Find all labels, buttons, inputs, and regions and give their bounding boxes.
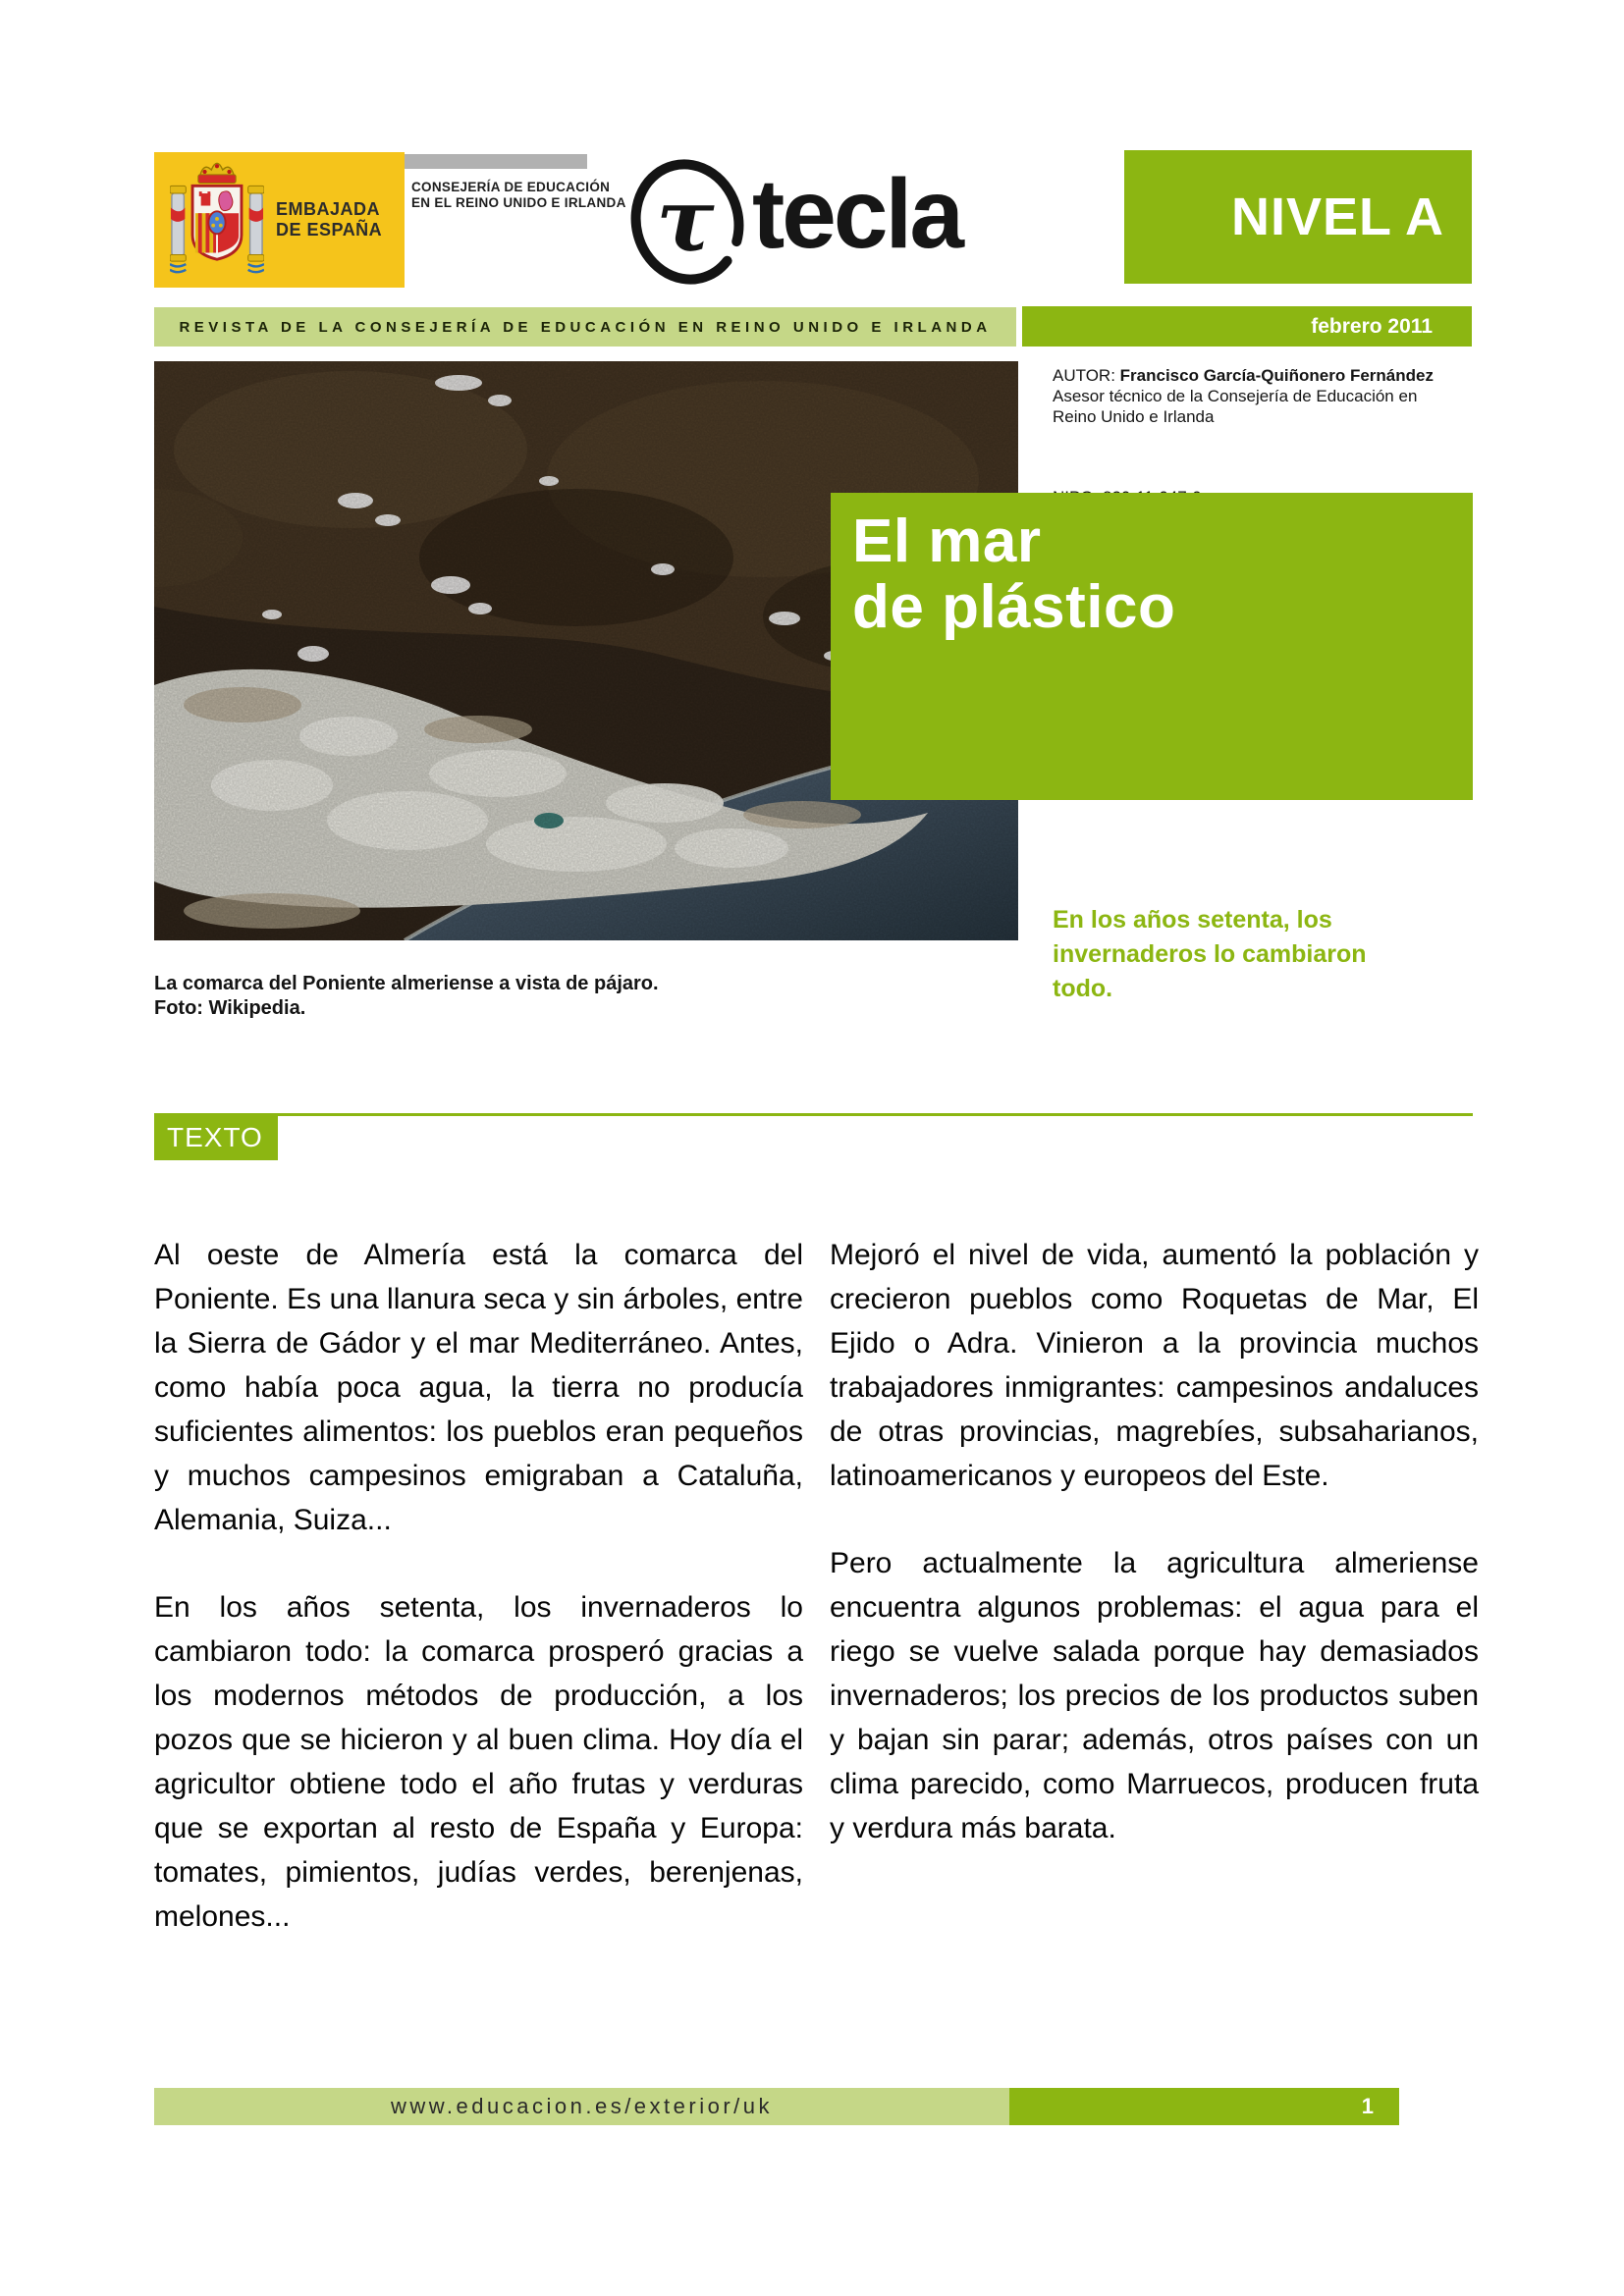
consejeria-line1: CONSEJERÍA DE EDUCACIÓN xyxy=(411,180,611,194)
embassy-label-line1: EMBAJADA xyxy=(276,199,381,219)
author-block xyxy=(1053,365,1477,427)
paragraph: Pero actualmente la agricultura almeriense encuentra algunos problemas: el agua para el riego se vuelve salada porque hay demasiados invernaderos; los precios de los productos suben y bajan sin parar; además, otros países con un clima parecido, como Marruecos, producen fruta y verdura más barata. xyxy=(830,1547,1479,1844)
section-label-texto: TEXTO xyxy=(154,1115,278,1160)
paragraph: Al oeste de Almería está la comarca del Poniente. Es una llanura seca y sin árboles, entre la Sierra de Gádor y el mar Mediterráneo. Antes, como había poca agua, la tierra no producía suficientes alimentos: los pueblos eran pequeños y muchos campesinos emigraban a Cataluña, Alemania, Suiza... xyxy=(154,1239,803,1536)
article-title-line1: El mar xyxy=(852,507,1042,575)
page-number: 1 xyxy=(1361,2094,1374,2118)
author-role-line2: Reino Unido e Irlanda xyxy=(1053,407,1215,426)
section-divider-rule xyxy=(154,1113,1473,1116)
spain-coat-of-arms-icon xyxy=(170,160,264,281)
author-line xyxy=(1053,365,1477,386)
body-column-2 xyxy=(830,1233,1479,1894)
author-role-line1: Asesor técnico de la Consejería de Educación en xyxy=(1053,387,1418,405)
footer-url-link[interactable]: www.educacion.es/exterior/uk xyxy=(390,2094,774,2118)
tecla-wordmark: tecla xyxy=(752,159,961,269)
level-badge: NIVEL A xyxy=(1124,150,1472,284)
paragraph: En los años setenta, los invernaderos lo cambiaron todo: la comarca prosperó gracias a los modernos métodos de producción, a los pozos que se hicieron y al buen clima. Hoy día el agricultor obtiene todo el año frutas y verduras que se exportan al resto de España y Europa: tomates, pimientos, judías verdes, berenjenas, melones... xyxy=(154,1591,803,1933)
tecla-tau-circle-icon xyxy=(624,153,750,295)
article-title-line2: de plástico xyxy=(852,573,1176,641)
consejeria-label xyxy=(411,180,626,211)
photo-caption-line1: La comarca del Poniente almeriense a vista de pájaro. xyxy=(154,973,659,994)
consejeria-line2: EN EL REINO UNIDO E IRLANDA xyxy=(411,195,626,210)
author-label: AUTOR: xyxy=(1053,366,1115,385)
article-title-box xyxy=(831,493,1473,800)
paragraph: Mejoró el nivel de vida, aumentó la población y crecieron pueblos como Roquetas de Mar, El Ejido o Adra. Vinieron a la provincia muchos trabajadores inmigrantes: campesinos andaluces de otras provincias, magrebíes, subsaharianos, latinoamericanos y europeos del Este. xyxy=(830,1239,1479,1492)
footer-url-bar xyxy=(154,2088,1009,2125)
intro-highlight: En los años setenta, los invernaderos lo cambiaron todo. xyxy=(1053,906,1367,1002)
issue-date-badge: febrero 2011 xyxy=(1022,306,1472,347)
photo-caption xyxy=(154,972,841,1021)
embassy-logo-block xyxy=(154,152,405,288)
header-grey-bar xyxy=(405,154,587,169)
revista-title-bar: REVISTA DE LA CONSEJERÍA DE EDUCACIÓN EN REINO UNIDO E IRLANDA xyxy=(154,307,1016,347)
footer-page-bar xyxy=(1009,2088,1399,2125)
body-column-1 xyxy=(154,1233,803,1982)
embassy-label-line2: DE ESPAÑA xyxy=(276,220,383,240)
author-name: Francisco García-Quiñonero Fernández xyxy=(1119,366,1434,385)
photo-caption-line2: Foto: Wikipedia. xyxy=(154,997,306,1019)
tau-glyph: τ xyxy=(656,169,715,271)
